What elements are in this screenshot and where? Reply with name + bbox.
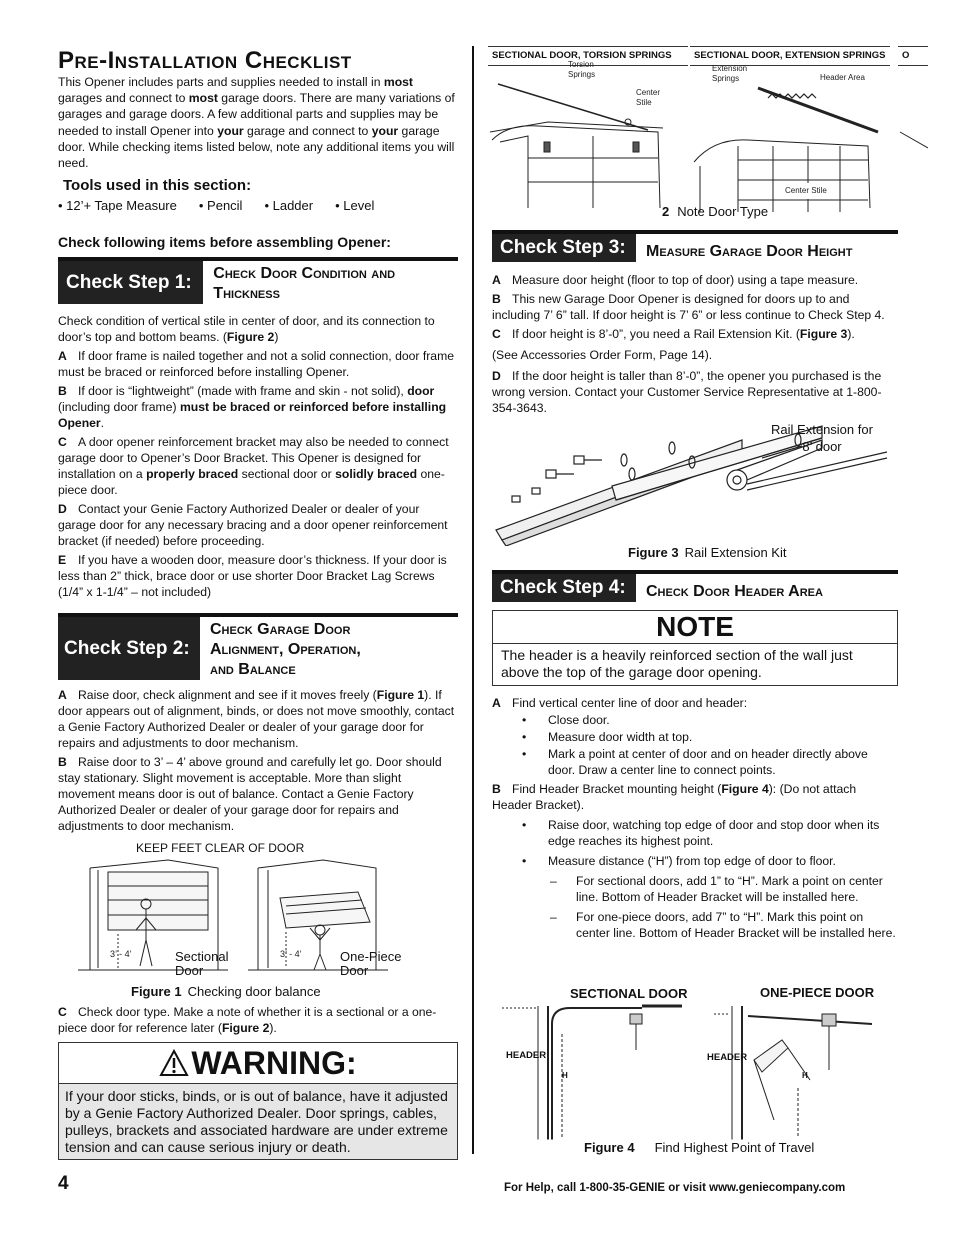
note-title: NOTE [493, 611, 897, 644]
step1-item-c: C A door opener reinforcement bracket may also be needed to connect garage door to Opener’s Door Bracket. This Opener is designed for installation on a properly braced sectional door or solidly braced one-piece door. [58, 435, 449, 498]
header-area-label: Header Area [820, 73, 865, 82]
tool-item: • 12’+ Tape Measure [58, 198, 177, 214]
sectional-height-label: 3’ - 4’ [110, 949, 132, 959]
step1-item-d: D Contact your Genie Factory Authorized Dealer or dealer of your garage door for any necessary bracing and a door opener reinforcement bracket (if needed) before proceeding. [58, 502, 448, 549]
keep-feet-clear-label: KEEP FEET CLEAR OF DOOR [136, 841, 305, 855]
help-footer: For Help, call 1-800-35-GENIE or visit www.geniecompany.com [504, 1182, 846, 1194]
note-box [492, 610, 898, 686]
step2-item-c: C Check door type. Make a note of whether it is a sectional or a one-piece door for reference later (Figure 2). [58, 1005, 437, 1035]
step4-item-b: B Find Header Bracket mounting height (Figure 4): (Do not attach Header Bracket). [492, 782, 857, 812]
intro-paragraph: This Opener includes parts and supplies needed to install in most garages and connect to most garage doors. There are many variations of garages and garage doors. A few additional parts and supplies may be needed to install Opener into your garage and connect to your garage door. While checking items listed below, note any additional items you will need. [58, 75, 455, 171]
door-type-illustration [488, 62, 928, 222]
step4-section [492, 570, 898, 941]
figure-3 [492, 418, 898, 566]
warning-box [58, 1042, 458, 1160]
step1-item-a: A If door frame is nailed together and not a solid connection, door frame must be braced or reinforced before installing Opener. [58, 349, 455, 380]
warning-title: WARNING: [191, 1045, 357, 1081]
step1-item-b: B If door is “lightweight” (made with frame and skin - not solid), door (including door frame) must be braced or reinforced before installing Opener. [58, 384, 447, 431]
step4-item-a: A Find vertical center line of door and header: [492, 696, 748, 710]
page-number: 4 [58, 1173, 69, 1194]
step3-item-c-note: (See Accessories Order Form, Page 14). [492, 348, 713, 362]
figure-3-caption: Figure 3 Rail Extension Kit [628, 545, 787, 560]
check-step-4-label: Check Step 4: [492, 574, 636, 602]
onepiece-door-label: One-Piece Door [340, 949, 402, 978]
figure-4 [492, 982, 898, 1158]
check-step-2-label: Check Step 2: [58, 617, 200, 680]
check-step-4-header [492, 570, 898, 602]
list-item: • Measure door width at top. [492, 729, 898, 745]
check-step-4-title: Check Door Header Area [646, 583, 823, 600]
center-stile-label: Center Stile [636, 88, 661, 107]
step2-item-b: B Raise door to 3’ – 4’ above ground and carefully let go. Door should stay stationary. Slight movement is acceptable. More than slight movement means door is out of balance. Contact a Genie Factory Authorized Dealer or dealer of your garage door for repairs and adjustments to door mechanism. [58, 755, 442, 834]
onepiece-height-label: 3’ - 4’ [280, 949, 302, 959]
note-text: The header is a heavily reinforced section of the wall just above the top of the garage door opening. [501, 647, 853, 680]
left-column [58, 48, 458, 834]
list-item: • Mark a point at center of door and on header directly above door. Draw a center line to connect points. [492, 746, 898, 778]
check-following-heading: Check following items before assembling Opener: [58, 234, 391, 251]
tools-list [58, 198, 458, 214]
header-label-sectional: HEADER [506, 1050, 547, 1061]
figure-1-caption: Figure 1 Checking door balance [131, 984, 321, 999]
column-divider [472, 46, 474, 1154]
step2-item-a: A Raise door, check alignment and see if it moves freely (Figure 1). If door appears out of alignment, binds, or does not move smoothly, contact a Genie Factory Authorized Dealer or dealer of your garage door for repairs and adjustments to door mechanism. [58, 688, 455, 751]
check-step-1-label: Check Step 1: [58, 261, 203, 304]
check-step-2-title: Check Garage Door Alignment, Operation, and Balance [210, 621, 361, 679]
step3-item-d: D If the door height is taller than 8’-0”, the opener you purchased is the wrong version. Contact your Customer Service Representative at 1-800-354-3643. [492, 369, 882, 415]
step1-items [58, 348, 458, 600]
list-item: – For sectional doors, add 1” to “H”. Mark a point on center line. Bottom of Header Bracket will be installed here. [492, 873, 898, 905]
center-stile-label-2: Center Stile [785, 183, 827, 199]
warning-triangle-icon [159, 1049, 189, 1077]
step3-section [492, 230, 898, 416]
figure-2-caption: 2 Note Door Type [662, 204, 769, 219]
extension-springs-label: Extension Springs [712, 64, 748, 83]
step1-item-e: E If you have a wooden door, measure door’s thickness. If your door is less than 2” thick, brace door or use shorter Door Bracket Lag Screws (1/4” x 1-1/4” – not included) [58, 553, 447, 600]
list-item: • Raise door, watching top edge of door and stop door when its edge reaches its highest point. [492, 817, 898, 849]
list-item: • Measure distance (“H”) from top edge of door to floor. [492, 853, 898, 869]
warning-header [59, 1043, 457, 1084]
fig2-panel-extension: SECTIONAL DOOR, EXTENSION SPRINGS [690, 46, 890, 207]
tools-heading: Tools used in this section: [63, 177, 252, 195]
step3-item-b: B This new Garage Door Opener is designed for doors up to and including 7’ 6” tall. If door height is 7’ 6” or less continue to Check Step 4. [492, 292, 885, 322]
page-title: Pre-Installation Checklist [58, 47, 352, 74]
h-label-onepiece: H [802, 1071, 808, 1080]
figure-1 [58, 838, 458, 1003]
rail-extension-label: Rail Extension for 8’ door [771, 422, 873, 454]
figure-4-caption: Figure 4 Find Highest Point of Travel [584, 1140, 815, 1155]
h-label-sectional: H [562, 1071, 568, 1080]
warning-text: If your door sticks, binds, or is out of balance, have it adjusted by a Genie Factory Authorized Dealer. Door springs, cables, pulleys, brackets and associated hardware are under extreme tension and can cause serious injury or death. [59, 1084, 457, 1159]
fig2-panel-torsion: SECTIONAL DOOR, TORSION SPRINGS [488, 46, 688, 207]
list-item: • Close door. [492, 712, 898, 728]
check-step-1-title: Check Door Condition and Thickness [213, 265, 396, 303]
step1-intro: Check condition of vertical stile in center of door, and its connection to door’s top and bottom beams. (Figure 2) [58, 314, 435, 345]
check-step-3-header [492, 230, 898, 262]
sectional-door-title: SECTIONAL DOOR [570, 986, 688, 1001]
fig2-panel-onepiece: O [898, 46, 928, 207]
tool-item: • Pencil [198, 198, 243, 214]
check-step-3-label: Check Step 3: [492, 234, 636, 262]
check-step-2-header [58, 613, 458, 680]
list-item: – For one-piece doors, add 7” to “H”. Mark this point on center line. Bottom of Header Bracket will be installed here. [492, 909, 898, 941]
step3-item-c: C If door height is 8’-0”, you need a Rail Extension Kit. (Figure 3). [492, 327, 855, 341]
check-step-1-header [58, 257, 458, 304]
onepiece-door-title: ONE-PIECE DOOR [760, 985, 875, 1000]
check-step-3-title: Measure Garage Door Height [646, 243, 853, 260]
torsion-springs-label: Torsion Springs [568, 60, 596, 79]
header-height-illustration [492, 1000, 898, 1140]
step3-item-a: A Measure door height (floor to top of door) using a tape measure. [492, 273, 859, 287]
figure-2 [488, 46, 928, 224]
sectional-door-label: Sectional Door [175, 949, 229, 978]
tool-item: • Ladder [264, 198, 314, 214]
tool-item: • Level [335, 198, 375, 214]
header-label-onepiece: HEADER [707, 1052, 748, 1063]
